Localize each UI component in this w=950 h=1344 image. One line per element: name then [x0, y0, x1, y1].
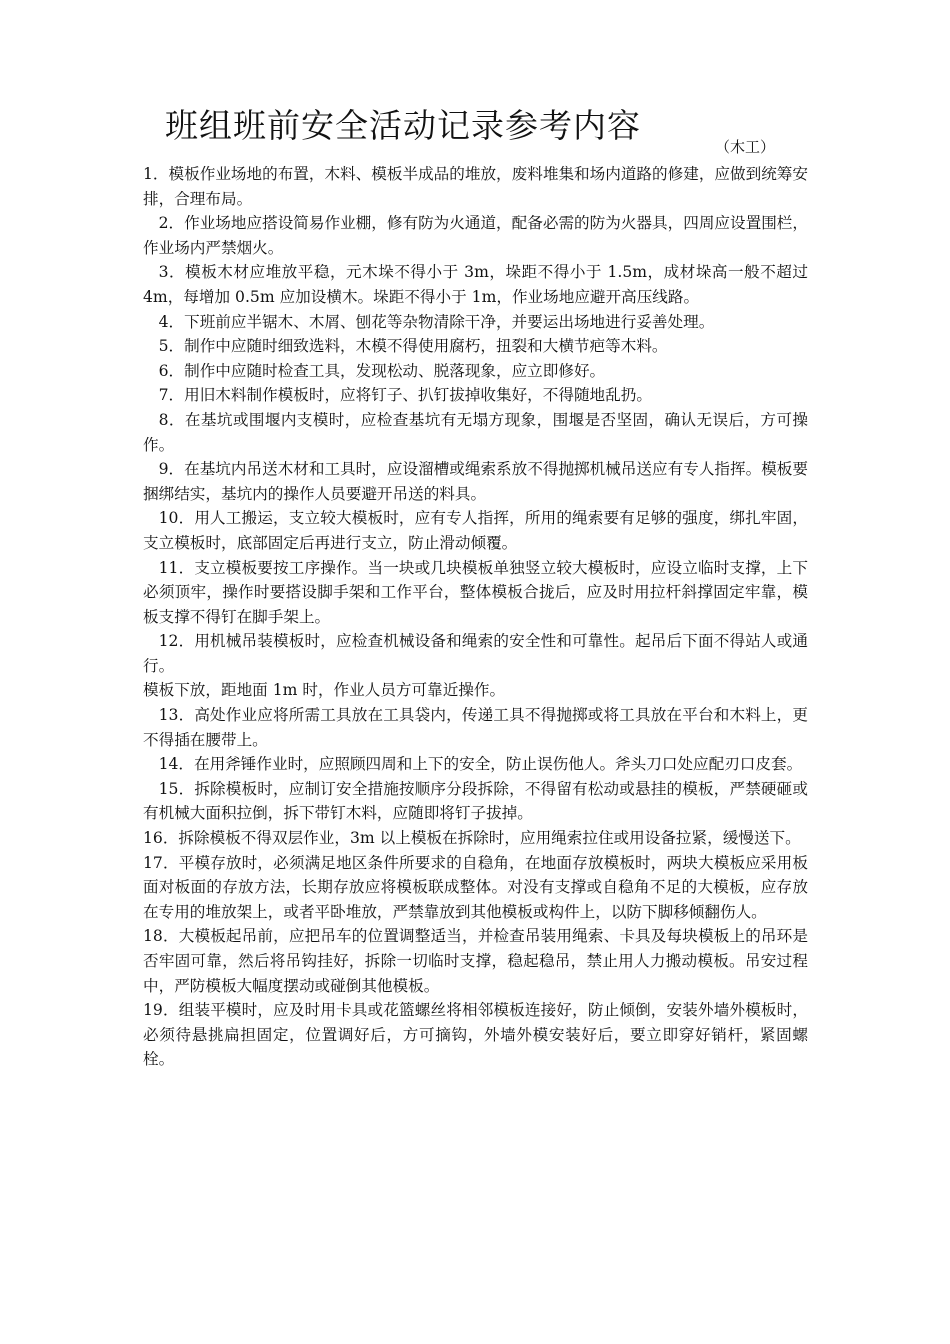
paragraph: 19．组装平模时，应及时用卡具或花篮螺丝将相邻模板连接好，防止倾倒，安装外墙外模板时，必须待悬挑扁担固定，位置调好后，方可摘钩，外墙外模安装好后，要立即穿好销杆，紧固螺栓。 — [143, 1001, 808, 1069]
paragraph: 8．在基坑或围堰内支模时，应检查基坑有无塌方现象，围堰是否坚固，确认无误后，方可操作。 — [143, 410, 808, 454]
paragraph: 3．模板木材应堆放平稳，元木垛不得小于 3m，垛距不得小于 1.5m，成材垛高一般不超过 4m，每增加 0.5m 应加设横木。垛距不得小于 1m，作业场地应避开高压线路。 — [143, 263, 808, 306]
paragraph: 15．拆除模板时，应制订安全措施按顺序分段拆除，不得留有松动或悬挂的模板，严禁硬砸或有机械大面积拉倒，拆下带钉木料，应随即将钉子拔掉。 — [143, 779, 808, 823]
title-row — [165, 100, 815, 156]
paragraph: 4．下班前应半锯木、木屑、刨花等杂物清除干净，并要运出场地进行妥善处理。 — [158, 312, 715, 331]
document-subtitle: （木工） — [715, 138, 776, 156]
paragraph: 16．拆除模板不得双层作业，3m 以上模板在拆除时，应用绳索拉住或用设备拉紧，缓慢送下。 — [143, 829, 801, 848]
paragraph: 13．高处作业应将所需工具放在工具袋内，传递工具不得抛掷或将工具放在平台和木料上，更不得插在腰带上。 — [143, 706, 808, 749]
paragraph: 5．制作中应随时细致选料，木模不得使用腐朽，扭裂和大横节疤等木料。 — [158, 337, 668, 356]
paragraph: 10．用人工搬运，支立较大模板时，应有专人指挥，所用的绳索要有足够的强度，绑扎牢固，支立模板时，底部固定后再进行支立，防止滑动倾覆。 — [143, 509, 808, 552]
paragraph: 模板下放，距地面 1m 时，作业人员方可靠近操作。 — [143, 681, 506, 700]
paragraph: 6．制作中应随时检查工具，发现松动、脱落现象，应立即修好。 — [158, 361, 606, 380]
paragraph: 1．模板作业场地的布置，木料、模板半成品的堆放，废料堆集和场内道路的修建，应做到统筹安排，合理布局。 — [143, 165, 808, 208]
paragraph: 2．作业场地应搭设简易作业棚，修有防为火通道，配备必需的防为火器具，四周应设置围栏，作业场内严禁烟火。 — [143, 214, 808, 257]
paragraph: 14．在用斧锤作业时，应照顾四周和上下的安全，防止误伤他人。斧头刀口处应配刃口皮套。 — [158, 755, 803, 774]
paragraph: 17．平模存放时，必须满足地区条件所要求的自稳角，在地面存放模板时，两块大模板应采用板面对板面的存放方法，长期存放应将模板联成整体。对没有支撑或自稳角不足的大模板，应存放在专用的堆放架上，或者平卧堆放，严禁靠放到其他模板或构件上，以防下脚移倾翻伤人。 — [143, 853, 808, 921]
paragraph: 7．用旧木料制作模板时，应将钉子、扒钉拔掉收集好，不得随地乱扔。 — [158, 386, 652, 405]
paragraph: 9．在基坑内吊送木材和工具时，应设溜槽或绳索系放不得抛掷机械吊送应有专人指挥。模板要捆绑结实，基坑内的操作人员要避开吊送的料具。 — [143, 460, 808, 503]
document-title: 班组班前安全活动记录参考内容 — [165, 106, 641, 145]
paragraph: 12．用机械吊装模板时，应检查机械设备和绳索的安全性和可靠性。起吊后下面不得站人或通行。 — [143, 632, 808, 675]
document-body — [143, 162, 808, 1072]
paragraph: 18．大模板起吊前，应把吊车的位置调整适当，并检查吊装用绳索、卡具及每块模板上的吊环是否牢固可靠，然后将吊钩挂好，拆除一切临时支撑，稳起稳吊，禁止用人力搬动模板。吊安过程中，严防模板大幅度摆动或碰倒其他模板。 — [143, 927, 808, 995]
paragraph: 11．支立模板要按工序操作。当一块或几块模板单独竖立较大模板时，应设立临时支撑，上下必须顶牢，操作时要搭设脚手架和工作平台，整体模板合拢后，应及时用拉杆斜撑固定牢靠，模板支撑不得钉在脚手架上。 — [143, 558, 808, 626]
